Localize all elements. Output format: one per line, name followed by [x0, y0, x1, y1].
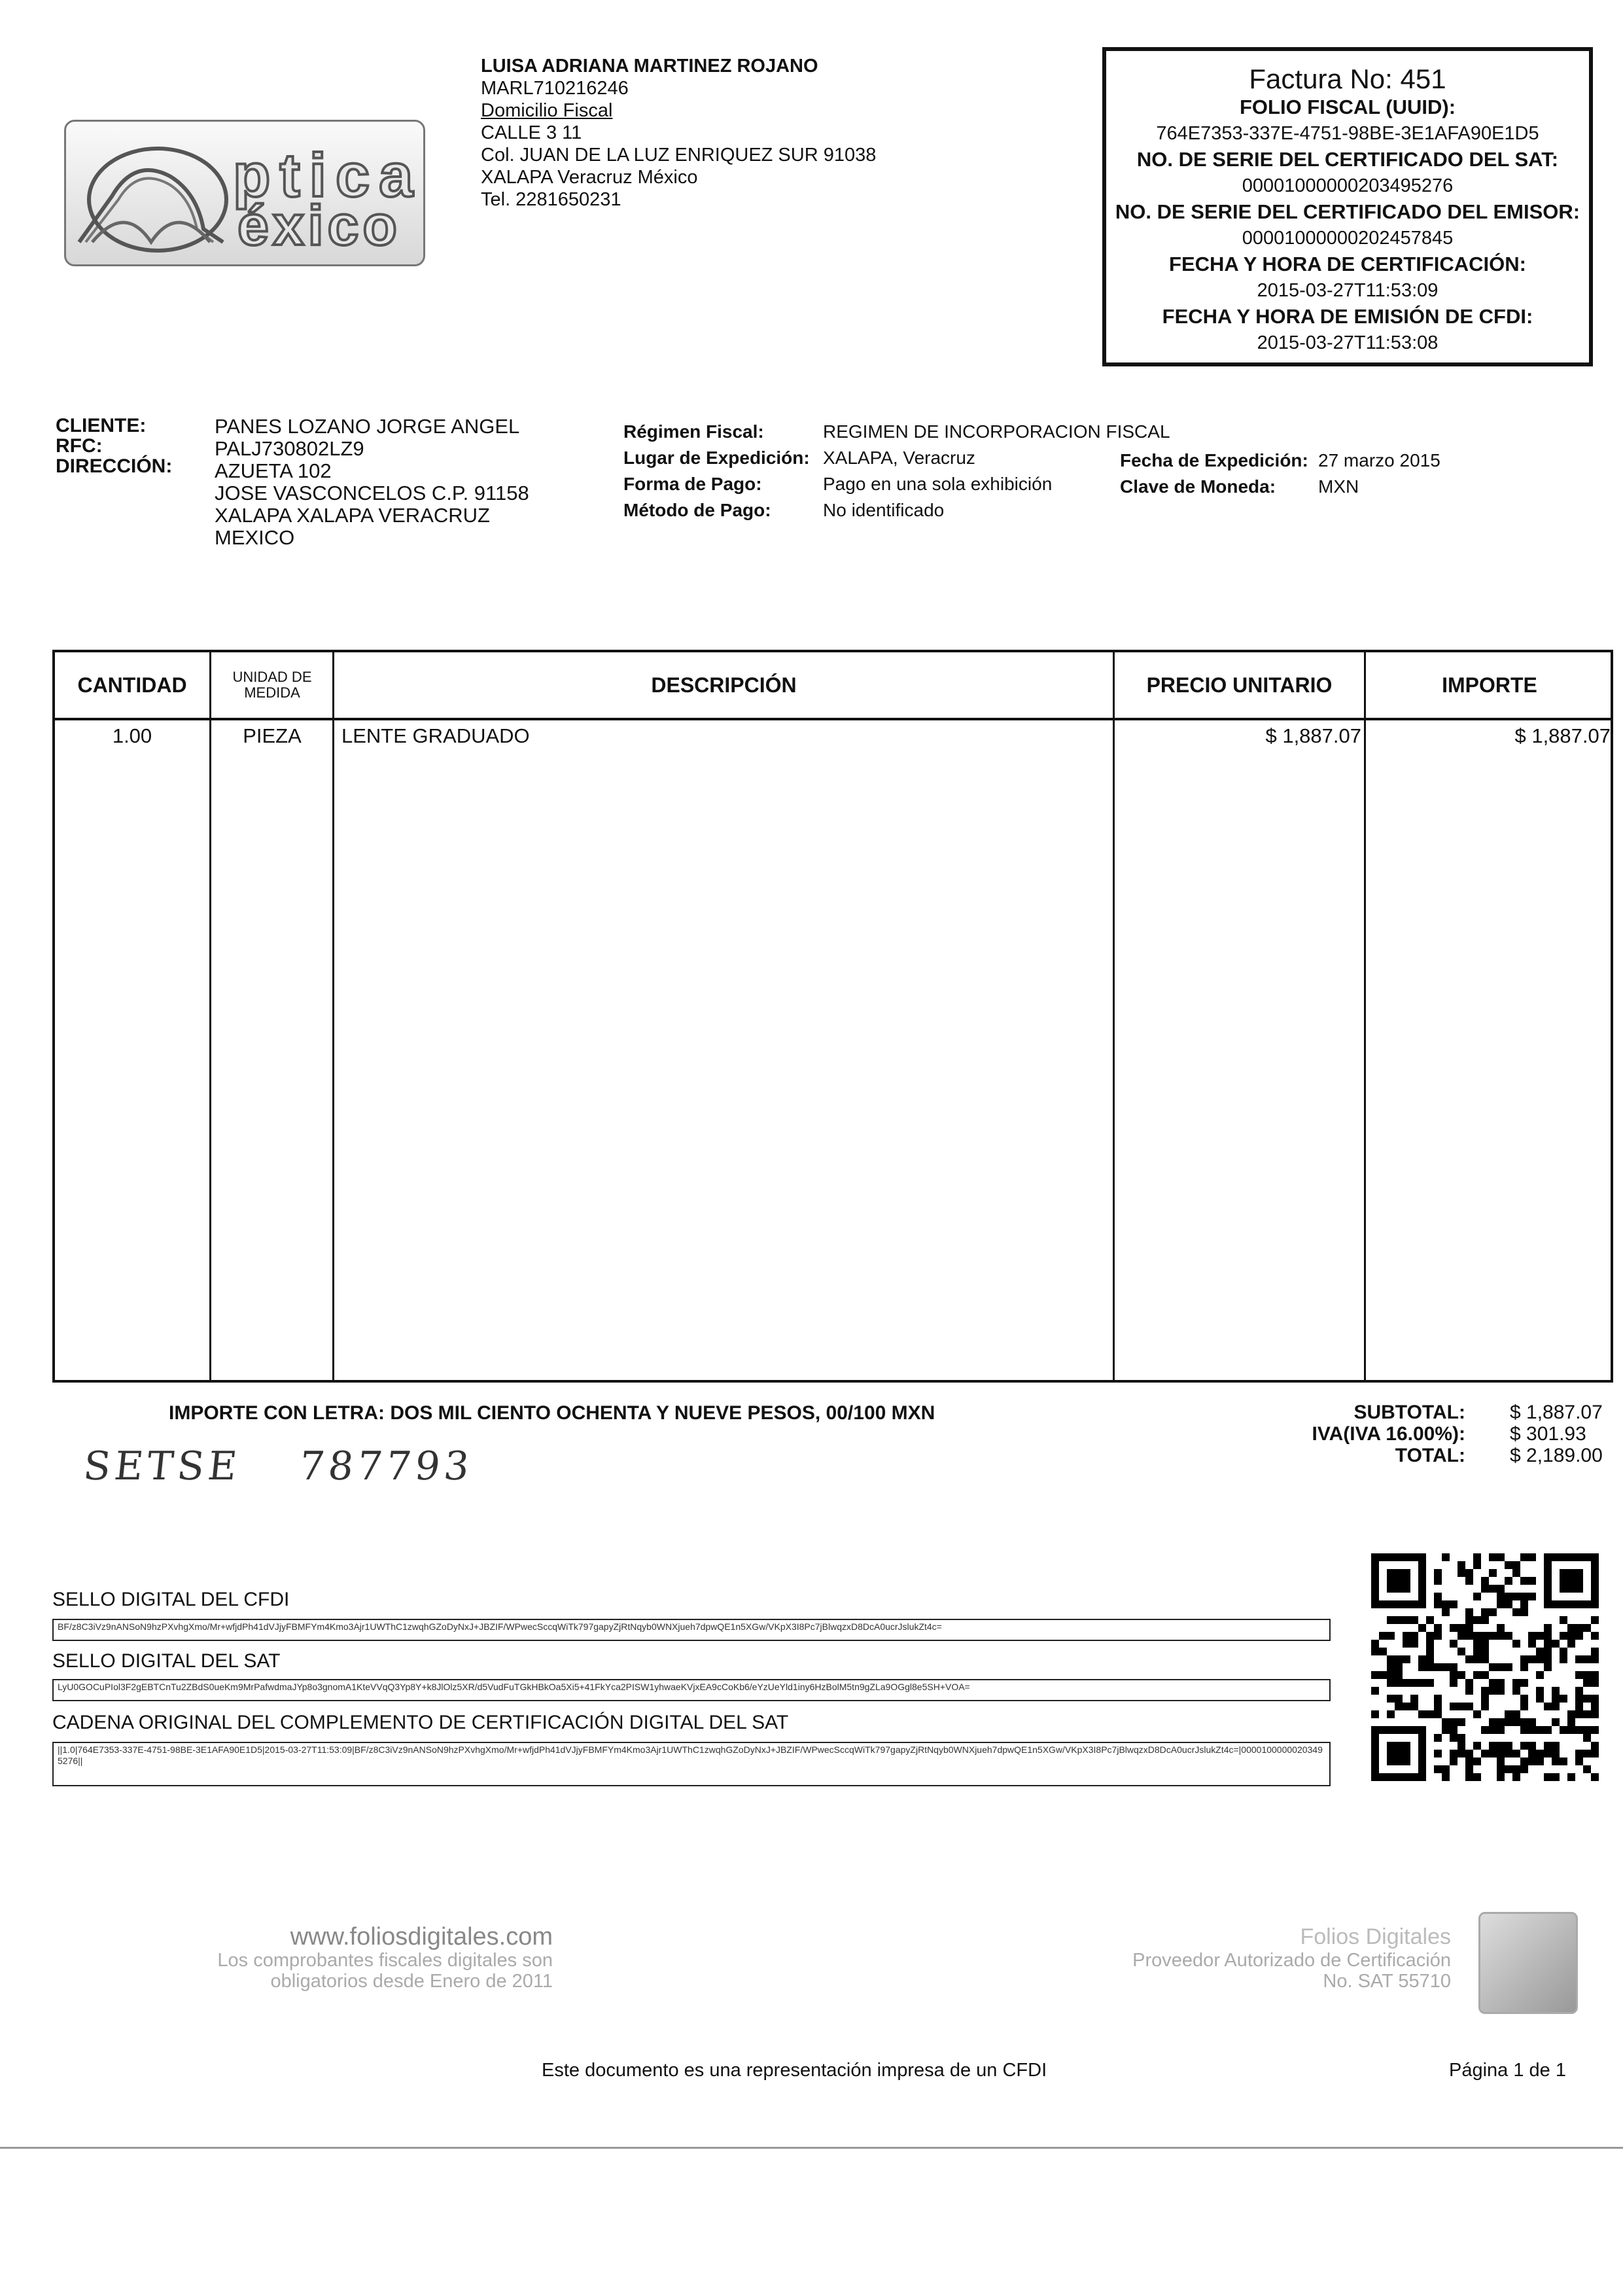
moneda-value: MXN	[1318, 476, 1359, 497]
invoice-number: Factura No: 451	[1249, 63, 1446, 94]
serie-emisor-label: NO. DE SERIE DEL CERTIFICADO DEL EMISOR:	[1115, 200, 1580, 223]
cadena-original-label: CADENA ORIGINAL DEL COMPLEMENTO DE CERTIFICACIÓN DIGITAL DEL SAT	[52, 1712, 789, 1733]
issuer-block	[481, 55, 876, 211]
handwritten-left: SETSE	[81, 1443, 243, 1489]
page-number: Página 1 de 1	[1449, 2060, 1566, 2081]
serie-sat-label: NO. DE SERIE DEL CERTIFICADO DEL SAT:	[1136, 148, 1559, 171]
date-currency-values	[1318, 448, 1440, 500]
cfdi-representation-note: Este documento es una representación impresa de un CFDI	[542, 2060, 1047, 2081]
provider-website: www.foliosdigitales.com	[290, 1923, 553, 1951]
forma-pago-value: Pago en una sola exhibición	[823, 474, 1053, 494]
cell-descripcion: LENTE GRADUADO	[341, 724, 530, 747]
fiscal-labels	[623, 419, 810, 523]
client-address-line: XALAPA XALAPA VERACRUZ	[215, 504, 490, 527]
iva-value: $ 301.93	[1510, 1423, 1586, 1445]
provider-info	[203, 1924, 553, 1992]
client-rfc: PALJ730802LZ9	[215, 437, 364, 460]
forma-pago-label: Forma de Pago:	[623, 474, 762, 494]
rfc-label: RFC:	[56, 435, 103, 457]
fecha-expedicion-label: Fecha de Expedición:	[1120, 450, 1308, 470]
serie-emisor-value: 00001000000202457845	[1242, 228, 1454, 249]
pac-authorized: Proveedor Autorizado de Certificación	[1132, 1950, 1451, 1971]
handwritten-right: 787793	[297, 1443, 476, 1489]
serie-sat-value: 00001000000203495276	[1242, 175, 1454, 196]
date-currency-labels	[1120, 448, 1308, 500]
metodo-pago-label: Método de Pago:	[623, 500, 771, 520]
sello-sat-box: LyU0GOCuPIol3F2gEBTCnTu2ZBdS0ueKm9MrPafwdmaJYp8o3gnomA1KteVVqQ3Yp8Y+k8JlOlz5XR/d5VudFuTGkHBkOa5Xi5+41FkYca2PISW1yhwaeKVjxEA9cCoKb6/eYzUeYld1iny6HzBolM5tn9gZLa9OGgl8e5SH+VOA=	[52, 1679, 1331, 1701]
header-importe: IMPORTE	[1442, 673, 1537, 697]
client-name: PANES LOZANO JORGE ANGEL	[215, 415, 520, 438]
cell-precio: $ 1,887.07	[1265, 724, 1361, 747]
client-address-line: AZUETA 102	[215, 459, 332, 482]
issuer-name: LUISA ADRIANA MARTINEZ ROJANO	[481, 56, 818, 77]
logo-text-bottom: éxico	[237, 194, 401, 257]
emision-date-value: 2015-03-27T11:53:08	[1257, 332, 1439, 353]
lugar-value: XALAPA, Veracruz	[823, 448, 975, 468]
totals-values	[1510, 1402, 1603, 1466]
sello-cfdi-label: SELLO DIGITAL DEL CFDI	[52, 1589, 290, 1610]
column-divider	[209, 652, 211, 1380]
sello-sat-label: SELLO DIGITAL DEL SAT	[52, 1650, 281, 1672]
regimen-value: REGIMEN DE INCORPORACION FISCAL	[823, 421, 1170, 442]
table-header-divider	[55, 718, 1611, 720]
cliente-label: CLIENTE:	[56, 415, 147, 436]
importe-con-letra: IMPORTE CON LETRA: DOS MIL CIENTO OCHENTA Y NUEVE PESOS, 00/100 MXN	[169, 1402, 935, 1424]
cell-cantidad: 1.00	[112, 724, 152, 747]
pac-number: No. SAT 55710	[1323, 1971, 1451, 1992]
direccion-label: DIRECCIÓN:	[56, 455, 173, 477]
pac-name: Folios Digitales	[1300, 1924, 1451, 1949]
client-address-line: JOSE VASCONCELOS C.P. 91158	[215, 482, 529, 504]
header-cantidad: CANTIDAD	[77, 673, 187, 697]
items-table	[52, 650, 1613, 1383]
issuer-colonia: Col. JUAN DE LA LUZ ENRIQUEZ SUR 91038	[481, 145, 877, 166]
issuer-rfc: MARL710216246	[481, 78, 629, 99]
header-descripcion: DESCRIPCIÓN	[651, 673, 797, 697]
cell-unidad: PIEZA	[243, 724, 302, 747]
fiscal-values	[823, 419, 1170, 523]
totals-labels	[1269, 1402, 1465, 1466]
column-divider	[1364, 652, 1366, 1380]
cadena-original-box: ||1.0|764E7353-337E-4751-98BE-3E1AFA90E1D5|2015-03-27T11:53:09|BF/z8C3iVz9nANSoN9hzPXvhgXmo/Mr+wfjdPh41dVJjyFBMFYm4Kmo3Ajr1UWThC1zwqhGZoDyNxJ+JBZIF/WPwecSccqWiTk797gapyZjRtNqyb0WNXjueh7dpwQE1n5XGw/VKpX3I8Pc7jBlwqzxD8DcA0ucrJslukZt4c=|00001000000203495276||	[52, 1742, 1331, 1786]
cert-date-label: FECHA Y HORA DE CERTIFICACIÓN:	[1169, 253, 1526, 275]
logo-text-top: ptica	[233, 141, 423, 209]
column-divider	[332, 652, 334, 1380]
subtotal-label: SUBTOTAL:	[1353, 1402, 1465, 1423]
lugar-label: Lugar de Expedición:	[623, 448, 810, 468]
cell-importe: $ 1,887.07	[1514, 724, 1611, 747]
regimen-label: Régimen Fiscal:	[623, 421, 764, 442]
pac-info	[1106, 1924, 1451, 1992]
metodo-pago-value: No identificado	[823, 500, 945, 520]
folio-value: 764E7353-337E-4751-98BE-3E1AFA90E1D5	[1156, 123, 1539, 144]
client-labels	[56, 415, 172, 476]
issuer-phone: Tel. 2281650231	[481, 189, 621, 210]
issuer-street: CALLE 3 11	[481, 122, 582, 143]
folio-label: FOLIO FISCAL (UUID):	[1239, 96, 1456, 118]
iva-label: IVA(IVA 16.00%):	[1312, 1423, 1465, 1445]
client-values	[215, 415, 529, 549]
domicilio-label: Domicilio Fiscal	[481, 100, 613, 121]
provider-note-line: Los comprobantes fiscales digitales son	[217, 1950, 553, 1971]
total-value: $ 2,189.00	[1510, 1445, 1603, 1466]
logo-mark-icon	[73, 131, 236, 255]
provider-note-line: obligatorios desde Enero de 2011	[270, 1971, 553, 1992]
page-bottom-rule	[0, 2147, 1623, 2149]
cert-date-value: 2015-03-27T11:53:09	[1257, 280, 1439, 301]
column-divider	[1113, 652, 1115, 1380]
handwritten-note	[81, 1443, 534, 1489]
emision-date-label: FECHA Y HORA DE EMISIÓN DE CFDI:	[1162, 305, 1533, 328]
client-address-line: MEXICO	[215, 526, 295, 549]
moneda-label: Clave de Moneda:	[1120, 476, 1276, 497]
total-label: TOTAL:	[1395, 1445, 1465, 1466]
company-logo	[64, 120, 425, 266]
invoice-header-box	[1102, 47, 1593, 366]
issuer-city: XALAPA Veracruz México	[481, 167, 698, 188]
header-unidad: UNIDAD DE MEDIDA	[232, 669, 312, 701]
qr-code-icon	[1371, 1553, 1599, 1781]
factura-electronica-seal-icon	[1478, 1912, 1578, 2014]
subtotal-value: $ 1,887.07	[1510, 1402, 1603, 1423]
sello-cfdi-box: BF/z8C3iVz9nANSoN9hzPXvhgXmo/Mr+wfjdPh41dVJjyFBMFYm4Kmo3Ajr1UWThC1zwqhGZoDyNxJ+JBZIF/WPwecSccqWiTk797gapyZjRtNqyb0WNXjueh7dpwQE1n5XGw/VKpX3I8Pc7jBlwqzxD8DcA0ucrJslukZt4c=	[52, 1619, 1331, 1641]
fecha-expedicion-value: 27 marzo 2015	[1318, 450, 1440, 470]
header-precio: PRECIO UNITARIO	[1146, 673, 1333, 697]
